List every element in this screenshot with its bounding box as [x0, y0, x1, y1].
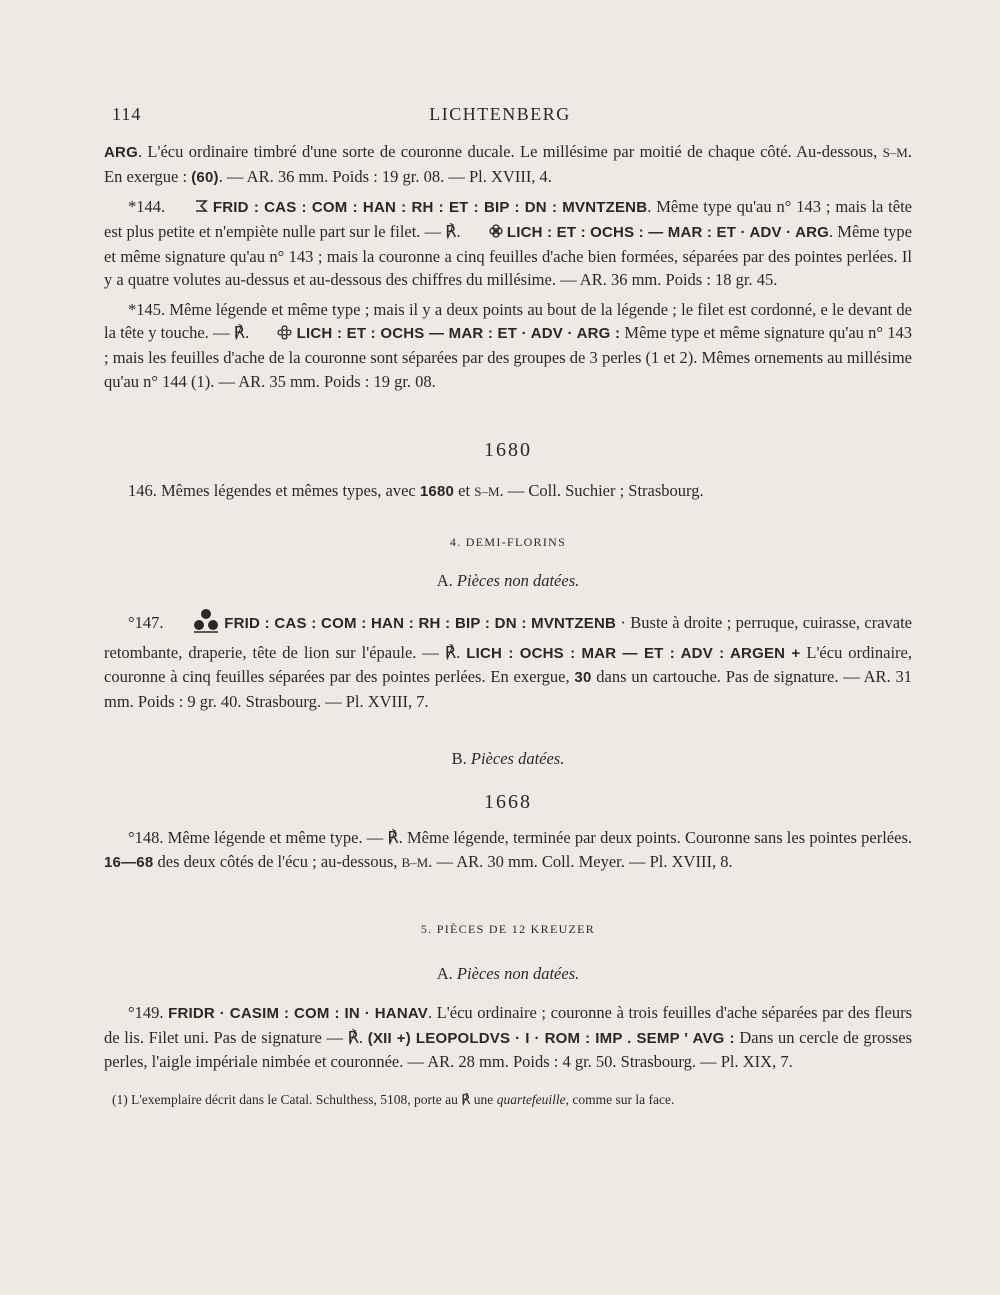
entry-147: °147. FRID : CAS : COM : HAN : RH : BIP : DN : MVNTZENB · Buste à droite ; perruque, cuirasse, cravate retombante, draperie, tête de lion sur l'épaule. — ℟. LICH : OCHS : MAR — ET : ADV : ARGEN + L'écu ordinaire, couronne à cinq feuilles séparées par des pointes perlées. En exergue, 30 dans un cartouche. Pas de signature. — AR. 31 mm. Poids : 9 gr. 40. Strasbourg. — Pl. XVIII, 7. [104, 608, 912, 713]
reverse-legend: (XII +) LEOPOLDVS · I · ROM : IMP . SEMP ' AVG : [367, 1029, 735, 1047]
page-body [104, 140, 912, 1109]
entry-146: 146. Mêmes légendes et mêmes types, avec 1680 et S–M. — Coll. Suchier ; Strasbourg. [128, 480, 704, 500]
subsection-title: A. Pièces non datées. [436, 570, 580, 590]
entry-number: °148. [128, 828, 164, 848]
obverse-legend: FRID : CAS : COM : HAN : RH : BIP : DN : MVNTZENB [224, 615, 617, 633]
date-mark: 16—68 [104, 853, 154, 871]
trefoil-emblem-icon [168, 608, 220, 641]
subsection-title: B. Pièces datées. [451, 749, 565, 769]
section-title: 4. DEMI-FLORINS [449, 535, 567, 550]
entry-number: 146. [128, 480, 157, 500]
signature-mark: S–M [474, 483, 500, 499]
exergue-value: 30 [574, 669, 592, 687]
year-mark: 1680 [419, 482, 455, 500]
reverse-legend: LICH : ET : OCHS — MAR : ET · ADV · ARG : [296, 325, 621, 343]
obverse-legend: FRID : CAS : COM : HAN : RH : ET : BIP : DN : MVNTZENB [212, 199, 648, 216]
reverse-legend: LICH : ET : OCHS : — MAR : ET · ADV · ARG [506, 223, 830, 241]
signature-mark: S–M [882, 145, 908, 160]
quatrefoil-icon [465, 221, 503, 245]
entry-144: *144. FRID : CAS : COM : HAN : RH : ET : BIP : DN : MVNTZENB. Même type qu'au n° 143 ; mais la tête est plus petite et n'empiète nulle part sur le filet. — ℟. LICH : ET : OCHS : — MAR : ET · ADV · ARG. Même type et même signature qu'au n° 143 ; mais la couronne a cinq feuilles d'ache bien formées, séparées par des pointes perlées. Il y a quatre volutes au-dessus et au-dessous des chiffres du millésime. — AR. 36 mm. Poids : 18 gr. 45. [104, 197, 912, 290]
exergue-value: (60) [191, 168, 219, 186]
entry-145: *145. Même légende et même type ; mais il y a deux points au bout de la légende ; le filet est cordonné, e le devant de la tête y touche. — ℟. LICH : ET : OCHS — MAR : ET · ADV · ARG : Même type et même signature qu'au n° 143 ; mais les feuilles d'ache de la couronne sont séparées par des groupes de 3 perles (1 et 2). Mêmes ornements au millésime qu'au n° 144 (1). — AR. 35 mm. Poids : 19 gr. 08. [104, 299, 912, 391]
rosette-icon [253, 323, 292, 347]
entry-number: °149. [128, 1003, 164, 1023]
footnote: (1) L'exemplaire décrit dans le Catal. Schulthess, 5108, porte au ℟ une quartefeuille, comme sur la face. [112, 1091, 675, 1107]
cross-symbol-icon [170, 196, 208, 220]
legend-fragment: ARG [104, 144, 138, 161]
reverse-legend: LICH : OCHS : MAR — ET : ADV : ARGEN + [466, 644, 801, 662]
section-title: 5. PIÈCES DE 12 KREUZER [420, 922, 596, 937]
entry-149: °149. FRIDR · CASIM : COM : IN · HANAV. L'écu ordinaire ; couronne à trois feuilles d'ache séparées par des fleurs de lis. Filet uni. Pas de signature — ℟. (XII +) LEOPOLDVS · I · ROM : IMP . SEMP ' AVG : Dans un cercle de grosses perles, l'aigle impériale nimbée et couronnée. — AR. 28 mm. Poids : 4 gr. 50. Strasbourg. — Pl. XIX, 7. [104, 1003, 912, 1072]
entry-148: °148. Même légende et même type. — ℟. Même légende, terminée par deux points. Couronne sans les pointes perlées. 16—68 des deux côtés de l'écu ; au-dessous, B–M. — AR. 30 mm. Coll. Meyer. — Pl. XVIII, 8. [104, 828, 912, 871]
signature-mark: B–M [401, 854, 429, 870]
running-title: LICHTENBERG [429, 104, 571, 124]
entry-143-continuation: ARG. L'écu ordinaire timbré d'une sorte de couronne ducale. Le millésime par moitié de chaque côté. Au-dessous, S–M. En exergue : (60). — AR. 36 mm. Poids : 19 gr. 08. — Pl. XVIII, 4. [104, 142, 912, 186]
year-heading: 1668 [484, 790, 532, 813]
subsection-title: A. Pièces non datées. [436, 963, 580, 983]
entry-number: *145. [128, 299, 166, 319]
page-number: 114 [112, 104, 142, 124]
entry-number: °147. [128, 613, 164, 633]
obverse-legend: FRIDR · CASIM : COM : IN · HANAV [168, 1005, 428, 1023]
entry-number: *144. [128, 197, 166, 216]
year-heading: 1680 [484, 439, 532, 462]
